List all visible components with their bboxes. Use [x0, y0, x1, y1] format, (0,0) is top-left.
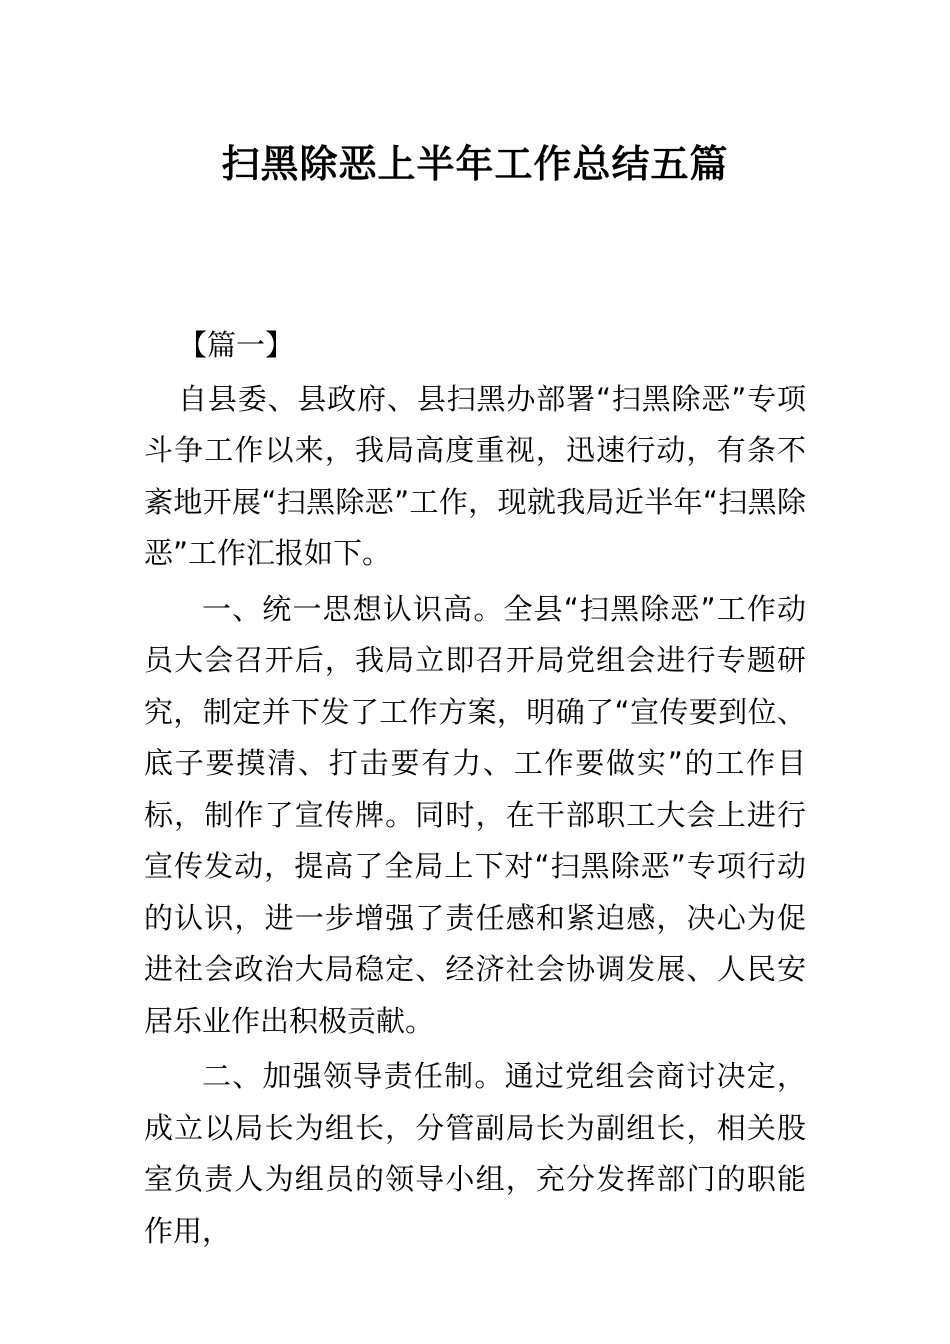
document-body [144, 320, 806, 1261]
paragraph-2: 一、统一思想认识高。全县“扫黑除恶”工作动员大会召开后，我局立即召开局党组会进行专题研究，制定并下发了工作方案，明确了“宣传要到位、底子要摸清、打击要有力、工作要做实”的工作目标，制作了宣传牌。同时，在干部职工大会上进行宣传发动，提高了全局上下对“扫黑除恶”专项行动的认识，进一步增强了责任感和紧迫感，决心为促进社会政治大局稳定、经济社会协调发展、人民安居乐业作出积极贡献。 [144, 591, 806, 1038]
paragraph-3: 二、加强领导责任制。通过党组会商讨决定，成立以局长为组长，分管副局长为副组长，相关股室负责人为组员的领导小组，充分发挥部门的职能作用， [144, 1059, 806, 1248]
paragraph-1: 自县委、县政府、县扫黑办部署“扫黑除恶”专项斗争工作以来，我局高度重视，迅速行动，有条不紊地开展“扫黑除恶”工作，现就我局近半年“扫黑除恶”工作汇报如下。 [144, 381, 806, 570]
section-heading: 【篇一】 [178, 328, 295, 362]
document-title: 扫黑除恶上半年工作总结五篇 [221, 142, 729, 186]
